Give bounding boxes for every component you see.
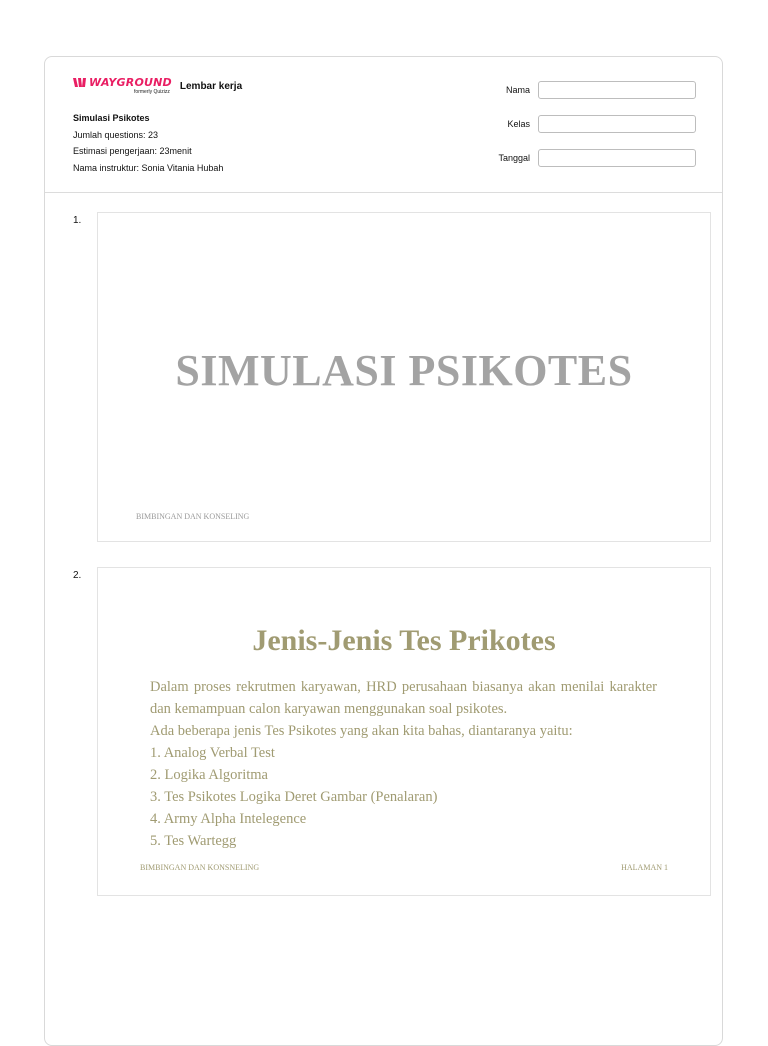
name-label: Nama	[505, 85, 530, 95]
slide-body	[150, 676, 657, 852]
name-field[interactable]	[538, 81, 696, 99]
date-label: Tanggal	[498, 153, 530, 163]
slide-page-number: HALAMAN 1	[621, 863, 668, 872]
worksheet-meta	[73, 110, 223, 176]
worksheet-title: Simulasi Psikotes	[73, 113, 150, 123]
slide-lead-text: Ada beberapa jenis Tes Psikotes yang akan kita bahas, diantaranya yaitu:	[150, 723, 573, 739]
wayground-mark-icon	[73, 77, 87, 88]
question-2-slide	[97, 567, 711, 896]
list-item: 3. Tes Psikotes Logika Deret Gambar (Penalaran)	[150, 789, 438, 805]
worksheet	[44, 56, 723, 1046]
estimated-duration: Estimasi pengerjaan: 23menit	[73, 146, 192, 156]
slide-title: Jenis-Jenis Tes Prikotes	[252, 624, 556, 657]
instructor-name: Nama instruktur: Sonia Vitania Hubah	[73, 162, 224, 173]
list-item: 1. Analog Verbal Test	[150, 745, 275, 761]
class-label: Kelas	[507, 119, 530, 129]
class-field[interactable]	[538, 115, 696, 133]
list-item: 2. Logika Algoritma	[150, 767, 268, 783]
question-1-slide	[97, 212, 711, 542]
question-count: Jumlah questions: 23	[73, 129, 159, 140]
list-item: 4. Army Alpha Intelegence	[150, 811, 307, 827]
brand-name: WAYGROUND	[89, 76, 172, 89]
brand-subtitle: formerly Quizizz	[134, 89, 170, 95]
date-field[interactable]	[538, 149, 696, 167]
list-item: 5. Tes Wartegg	[150, 833, 237, 849]
slide-intro-text: Dalam proses rekrutmen karyawan, HRD perusahaan biasanya akan menilai karakter dan kemampuan calon karyawan menggunakan soal psikotes.	[150, 679, 657, 717]
slide-footer: BIMBINGAN DAN KONSELING	[136, 512, 250, 521]
slide-title: SIMULASI PSIKOTES	[175, 346, 633, 395]
brand	[73, 76, 242, 95]
doc-type-label: Lembar kerja	[179, 81, 243, 92]
slide-footer: BIMBINGAN DAN KONSNELING	[140, 863, 260, 872]
wayground-logo	[73, 76, 172, 95]
worksheet-header	[45, 57, 722, 193]
question-number: 1.	[73, 215, 82, 226]
question-number: 2.	[73, 570, 82, 581]
